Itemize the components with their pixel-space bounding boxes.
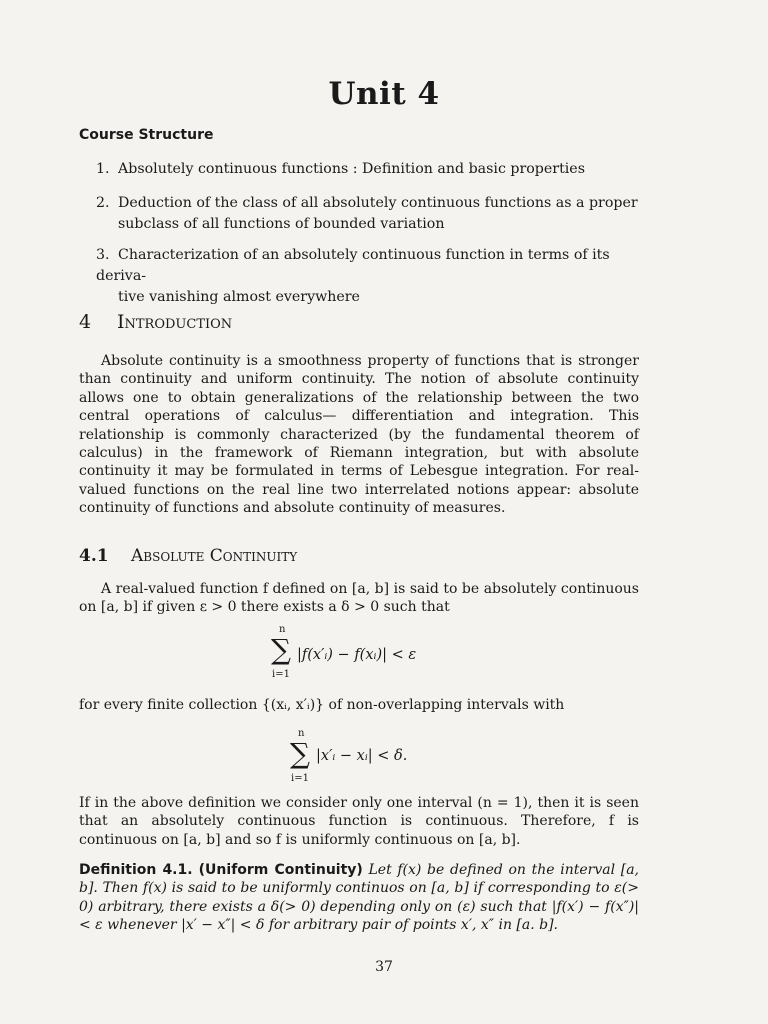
sum-lower-limit: i=1: [272, 669, 290, 680]
definition-4-1: [79, 861, 639, 935]
course-item-number: 2.: [96, 195, 110, 211]
section-4-heading: [79, 311, 232, 333]
section-number: 4.1: [79, 546, 109, 566]
sum-upper-limit: n: [298, 728, 305, 739]
course-item: [96, 193, 641, 235]
sigma-symbol: ∑: [271, 633, 291, 666]
course-item-number: 1.: [96, 161, 110, 177]
course-structure-heading: Course Structure: [79, 127, 214, 143]
collection-paragraph: for every finite collection {(xᵢ, x′ᵢ)} of non-overlapping intervals with: [79, 697, 565, 713]
course-item: [96, 159, 641, 180]
section-title: Introduction: [117, 311, 233, 333]
sum-upper-limit: n: [279, 624, 286, 635]
section-4-1-heading: [79, 546, 297, 566]
sigma-symbol: ∑: [290, 737, 310, 770]
course-item-text: Absolutely continuous functions : Definition and basic properties: [118, 161, 585, 177]
course-item-text-cont: tive vanishing almost everywhere: [118, 289, 360, 305]
course-item-text-cont: subclass of all functions of bounded variation: [118, 216, 445, 232]
intro-paragraph: Absolute continuity is a smoothness property of functions that is stronger than continuity and uniform continuity. The notion of absolute continuity allows one to obtain generalizations of the relationship between the two central operations of calculus— differentiation and integration. This relationship is commonly characterized (by the fundamental theorem of calculus) in the framework of Riemann integration, but with absolute continuity it may be formulated in terms of Lebesgue integration. For real-valued functions on the real line two interrelated notions appear: absolute continuity of functions and absolute continuity of measures.: [79, 353, 639, 517]
equation-body: |f(x′ᵢ) − f(xᵢ)| < ε: [297, 647, 417, 663]
course-item-number: 3.: [96, 247, 110, 263]
definition-paragraph: A real-valued function f defined on [a, b] is said to be absolutely continuous on [a, b] if given ε > 0 there exists a δ > 0 such that: [79, 581, 639, 616]
definition-body: Let f(x) be defined on the interval [a, b]. Then f(x) is said to be uniformly continuos on [a, b] if corresponding to ε(> 0) arbitrary, there exists a δ(> 0) depending only on (ε) such that |f(x′) − f(x″)| < ε whenever |x′ − x″| < δ for arbitrary pair of points x′, x″ in [a. b].: [79, 862, 640, 934]
continuity-paragraph: If in the above definition we consider only one interval (n = 1), then it is seen that an absolutely continuous function is continuous. Therefore, f is continuous on [a, b] and so f is uniformly continuous on [a, b].: [79, 795, 639, 848]
definition-heading: Definition 4.1. (Uniform Continuity): [79, 862, 363, 878]
section-number: 4: [79, 311, 92, 333]
course-item-text: Characterization of an absolutely continuous function in terms of its deriva-: [96, 247, 610, 284]
sum-lower-limit: i=1: [291, 773, 309, 784]
page-number: 37: [375, 959, 393, 975]
unit-title: Unit 4: [328, 76, 440, 112]
section-title: Absolute Continuity: [131, 546, 298, 566]
course-item-text: Deduction of the class of all absolutely continuous functions as a proper: [118, 195, 638, 211]
equation-body: |x′ᵢ − xᵢ| < δ.: [316, 748, 408, 764]
course-item: [96, 245, 641, 308]
